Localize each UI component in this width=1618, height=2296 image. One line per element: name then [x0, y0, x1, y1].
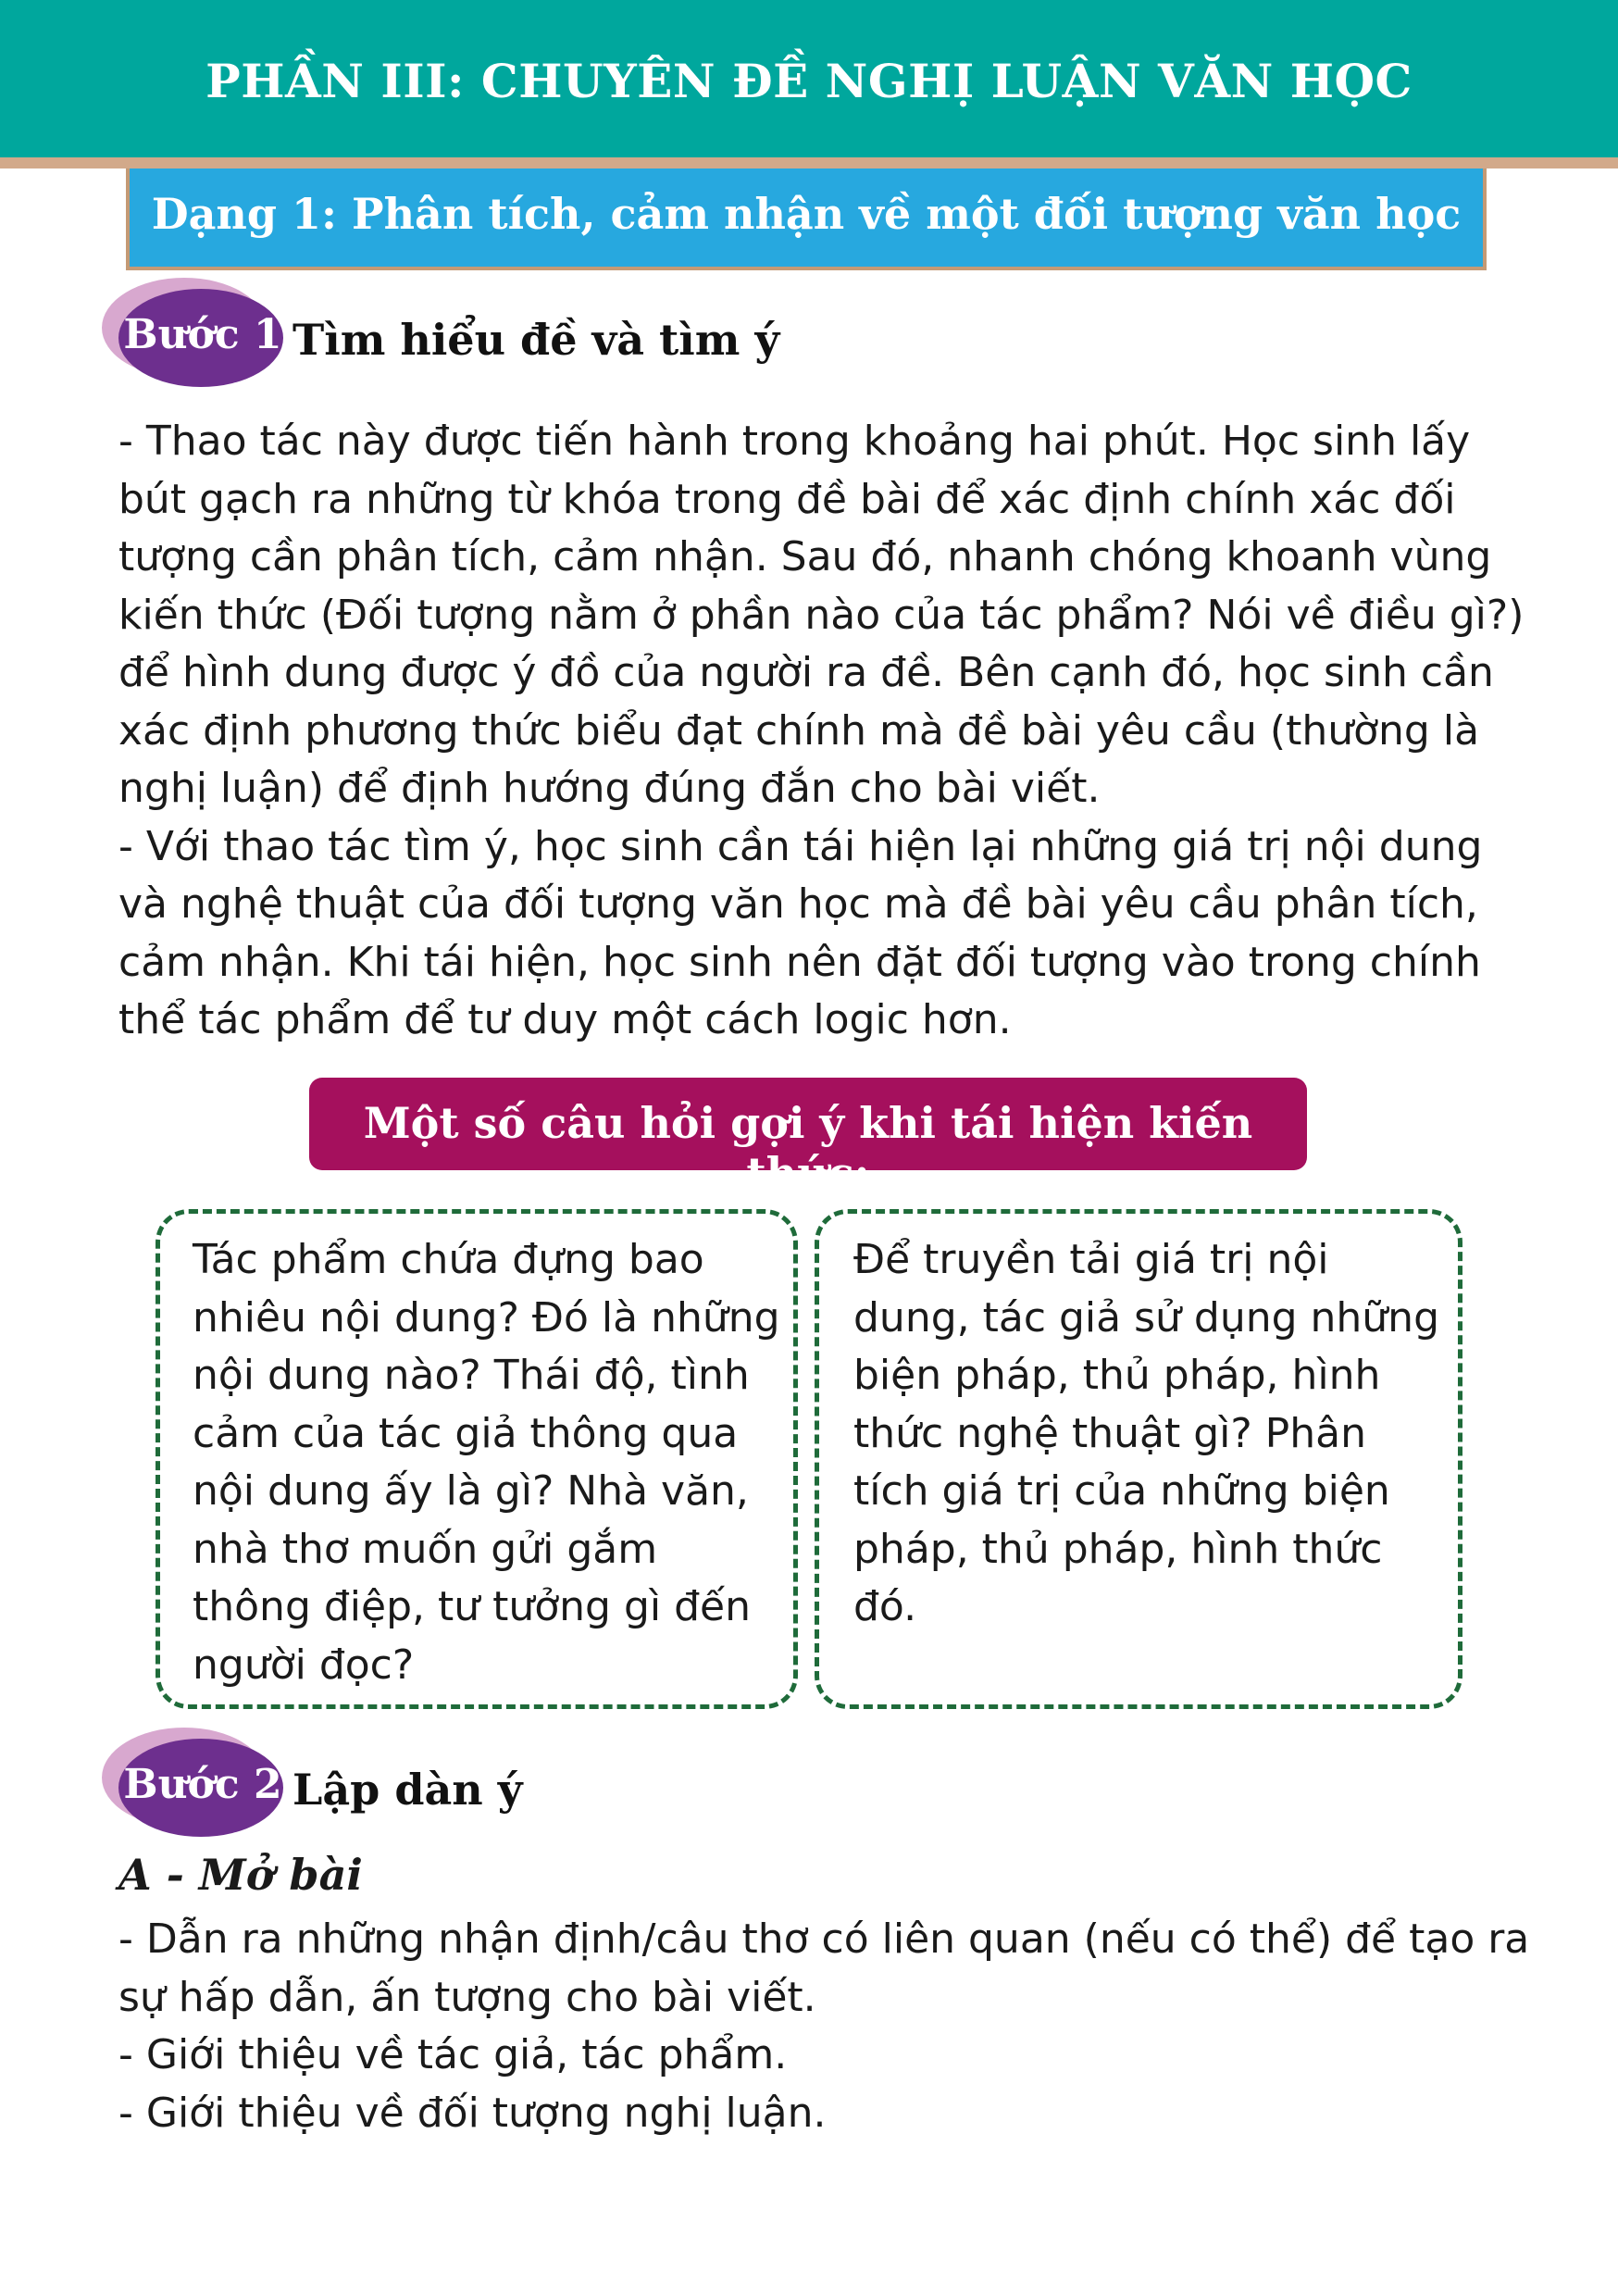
step2-item-1: - Dẫn ra những nhận định/câu thơ có liên quan (nếu có thể) để tạo ra sự hấp dẫn, ấn tượng cho bài viết. — [118, 1915, 1530, 2021]
questions-banner — [309, 1078, 1307, 1198]
step1-paragraph-1: - Thao tác này được tiến hành trong khoảng hai phút. Học sinh lấy bút gạch ra những từ khóa trong đề bài để xác định chính xác đối tượng cần phân tích, cảm nhận. Sau đó, nhanh chóng khoanh vùng kiến thức (Đối tượng nằm ở phần nào của tác phẩm? Nói về điều gì?) để hình dung được ý đồ của người ra đề. Bên cạnh đó, học sinh cần xác định phương thức biểu đạt chính mà đề bài yêu cầu (thường là nghị luận) để định hướng đúng đắn cho bài viết. — [118, 418, 1525, 812]
step2-item-3: - Giới thiệu về đối tượng nghị luận. — [118, 2089, 827, 2137]
step2-badge-label: Bước 2 — [123, 1761, 282, 1808]
question-left-text: Tác phẩm chứa đựng bao nhiêu nội dung? Đó là những nội dung nào? Thái độ, tình cảm của tác giả thông qua nội dung ấy là gì? Nhà văn, nhà thơ muốn gửi gắm thông điệp, tư tưởng gì đến người đọc? — [193, 1236, 780, 1689]
step1-title: Tìm hiểu đề và tìm ý — [292, 315, 780, 365]
step1-paragraph-2: - Với thao tác tìm ý, học sinh cần tái hiện lại những giá trị nội dung và nghệ thuật của đối tượng văn học mà đề bài yêu cầu phân tích, cảm nhận. Khi tái hiện, học sinh nên đặt đối tượng vào trong chính thể tác phẩm để tư duy một cách logic hơn. — [118, 822, 1483, 1043]
step1-badge-label: Bước 1 — [123, 311, 282, 358]
subtitle-text: Dạng 1: Phân tích, cảm nhận về một đối tượng văn học — [151, 189, 1462, 239]
step2-title: Lập dàn ý — [292, 1765, 523, 1815]
step2-item-2: - Giới thiệu về tác giả, tác phẩm. — [118, 2031, 788, 2078]
step2-badge — [102, 1728, 287, 1837]
questions-banner-text: Một số câu hỏi gợi ý khi tái hiện kiến thức: — [363, 1098, 1253, 1198]
page-title: PHẦN III: CHUYÊN ĐỀ NGHỊ LUẬN VĂN HỌC — [205, 54, 1413, 108]
banner-stripe — [0, 157, 1618, 168]
step2-body — [118, 1911, 1544, 2142]
question-right-text: Để truyền tải giá trị nội dung, tác giả sử dụng những biện pháp, thủ pháp, hình thức nghệ thuật gì? Phân tích giá trị của những biện pháp, thủ pháp, hình thức đó. — [853, 1236, 1439, 1630]
step1-body — [118, 413, 1544, 1050]
subtitle-box — [126, 168, 1487, 270]
step1-badge — [102, 278, 287, 387]
section-heading-mo-bai: A - Mở bài — [118, 1850, 363, 1900]
